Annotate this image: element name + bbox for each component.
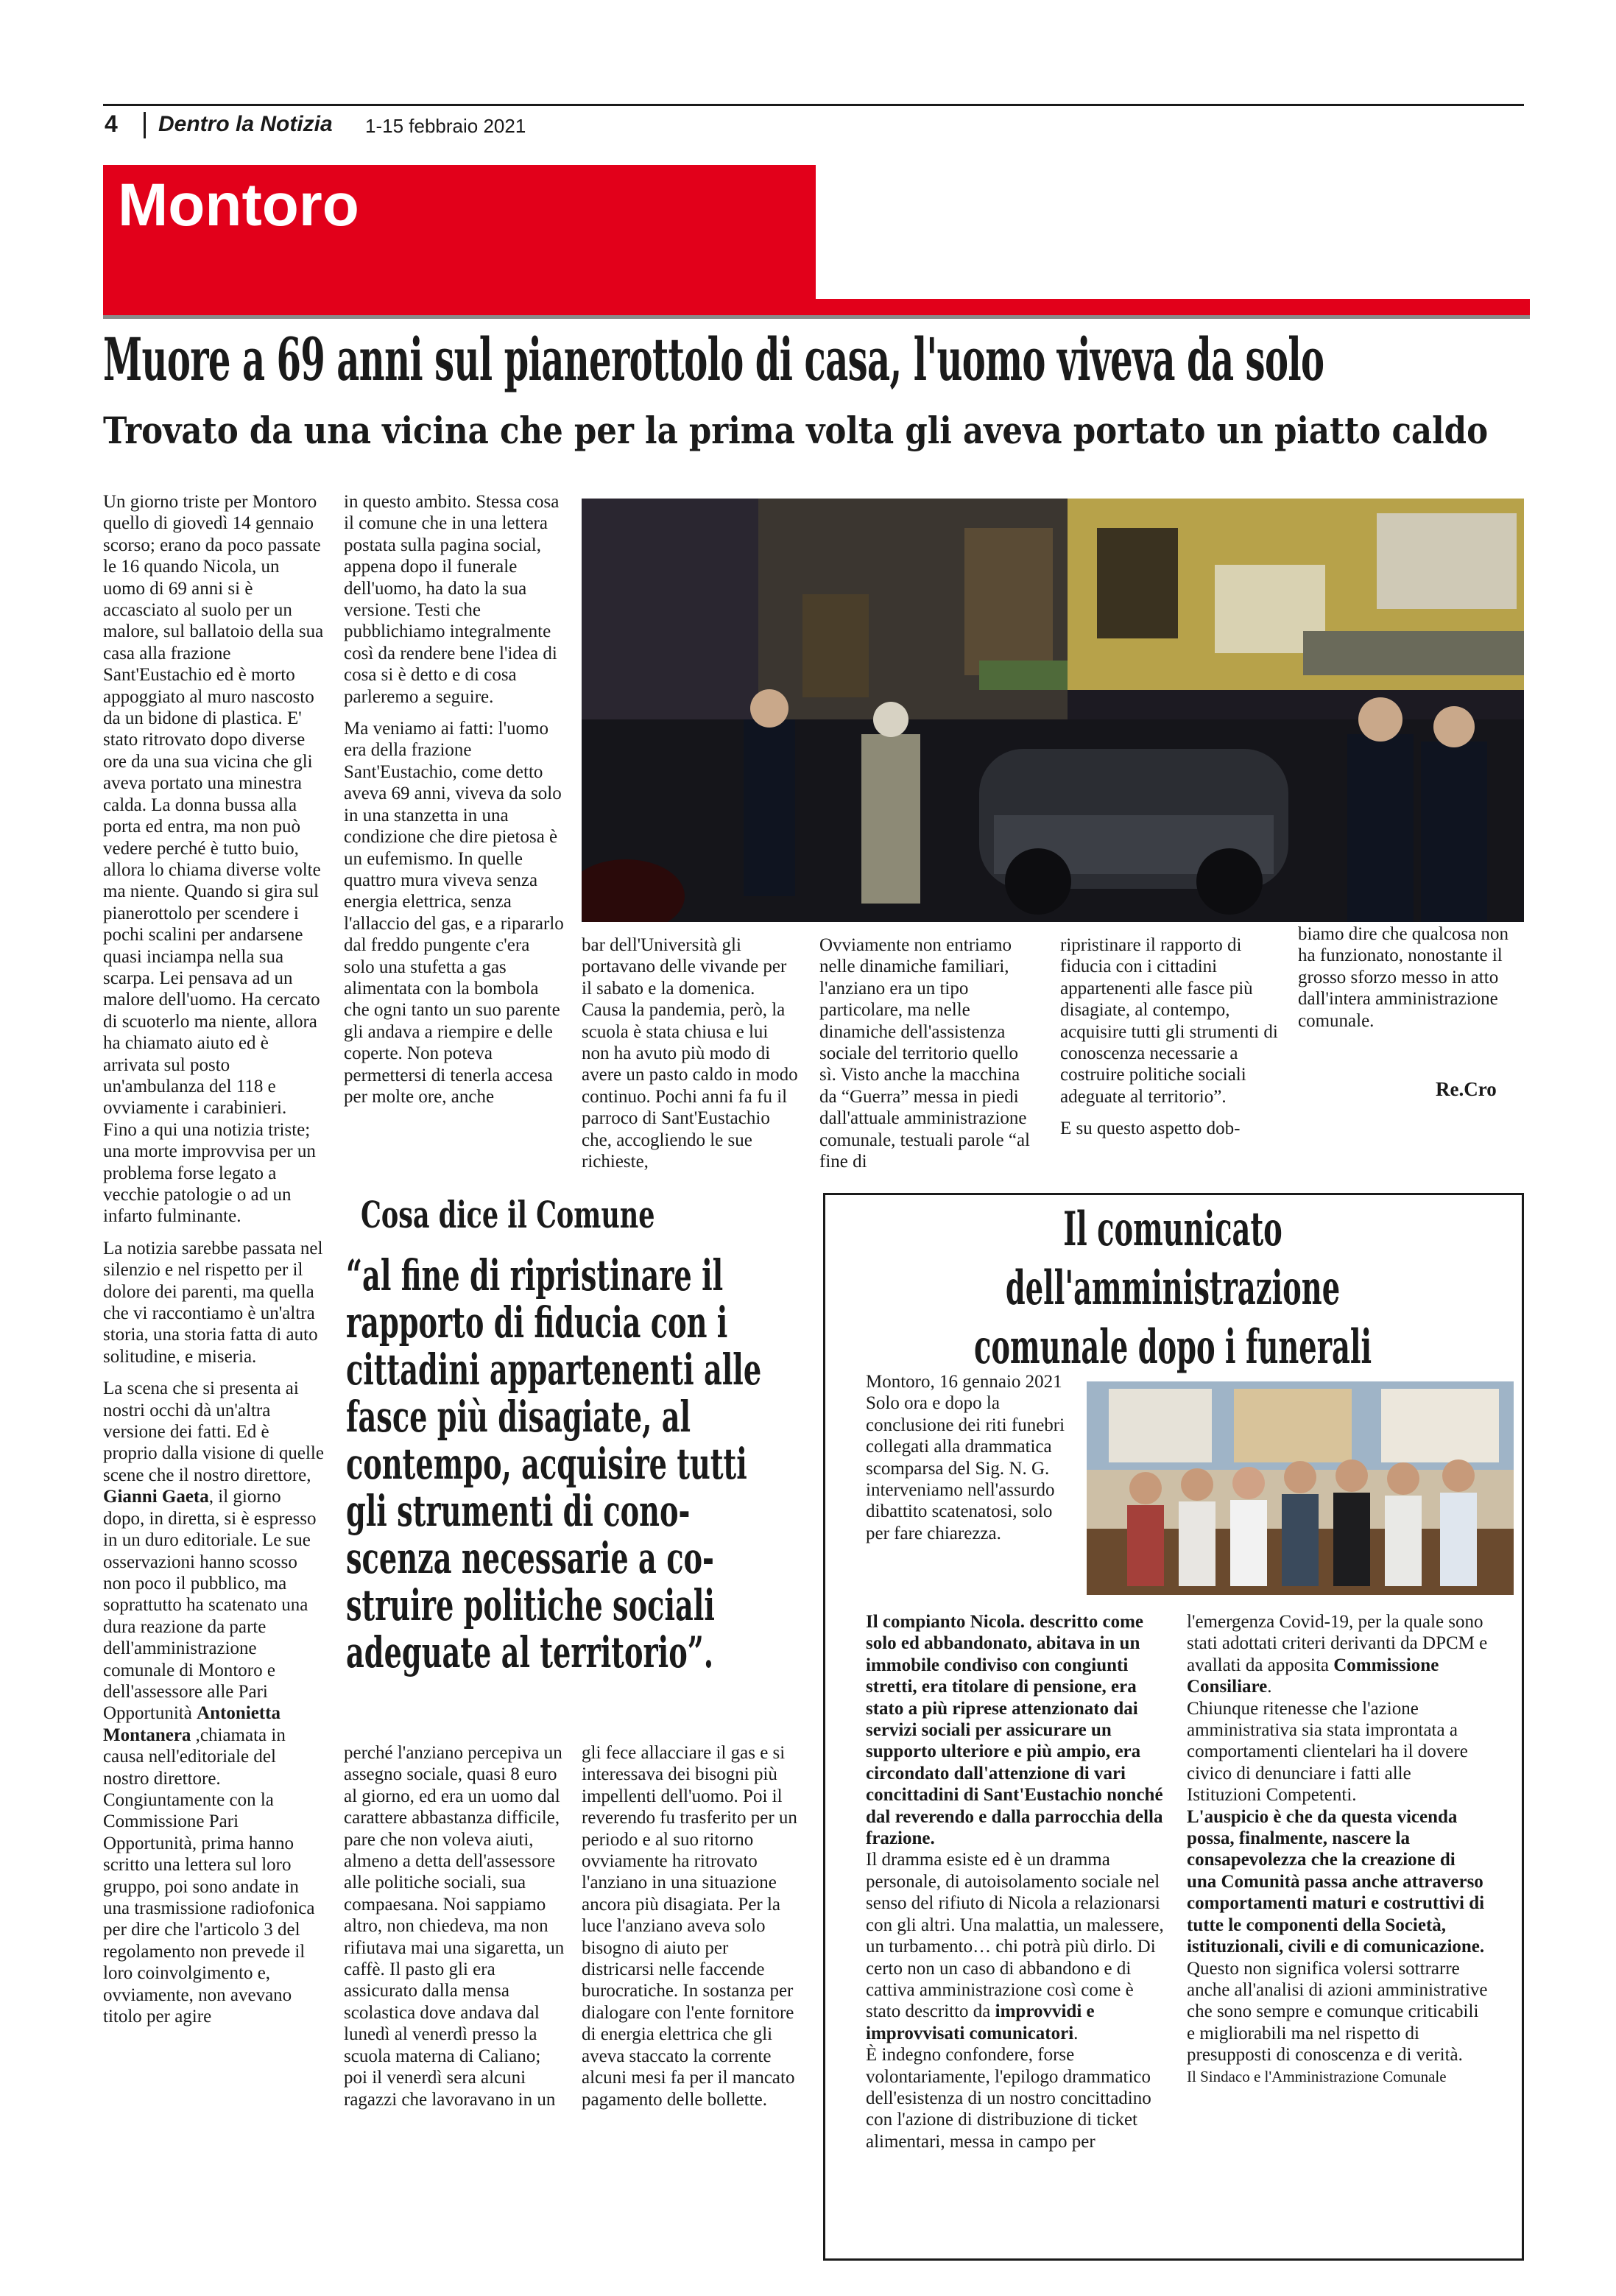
paragraph: Chiunque ritenesse che l'azione amministrativa sia stata improntata a comportamenti clientelari ha il dovere civico di denunciare i fatti alle Istituzioni Competenti. <box>1187 1698 1468 1806</box>
section-rule <box>103 299 1530 315</box>
photo-illustration <box>582 499 1524 922</box>
text-run: La scena che si presenta ai nostri occhi dà un'altra versione dei fatti. Ed è proprio dalla visione di quelle scene che il nostro direttore, <box>103 1378 324 1485</box>
person-name: Antonietta Montanera <box>103 1703 280 1745</box>
subheadline: Trovato da una vicina che per la prima volta gli aveva portato un piatto caldo <box>103 409 1489 452</box>
article-column-2-bottom: perché l'anziano percepiva un assegno sociale, quasi 8 euro al giorno, ed era un uomo dal carattere abbastanza difficile, pare che non voleva aiuti, almeno a detta dell'assessore alle politiche sociali, sua compaesana. Noi sappiamo altro, non chiedeva, ma non rifiutava mai una sigaretta, un caffè. Il pasto gli era assicurato dalla mensa scolastica dove andava dal lunedì al venerdì presso la scuola materna di Caliano; poi il venerdì sera alcuni ragazzi che lavoravano in un <box>344 1743 565 2110</box>
paragraph: La notizia sarebbe passata nel silenzio e nel rispetto per il dolore dei parenti, ma quella che vi raccontiamo è un'altra storia, una storia fatta di auto solitudine, e miseria. <box>103 1238 323 1367</box>
paragraph: È indegno confondere, forse volontariamente, l'epilogo drammatico dell'esistenza di un nostro concittadino con l'azione di distribuzione di ticket alimentari, messa in campo per <box>866 2045 1151 2152</box>
paragraph: l'emergenza Covid-19, per la quale sono stati adottati criteri derivanti da DPCM e avallati da apposita Commissione Consiliare. <box>1187 1612 1488 1697</box>
communique-title-line: comunale dopo i funerali <box>973 1320 1372 1375</box>
bold-text: Commissione Consiliare <box>1187 1655 1439 1697</box>
text-run: l'emergenza Covid-19, per la quale sono stati adottati criteri derivanti da DPCM e avallati da apposita <box>1187 1612 1488 1675</box>
paragraph <box>866 1611 1168 1849</box>
photo-illustration <box>1087 1381 1514 1595</box>
communique-title-line: Il comunicato dell'amministrazione <box>1005 1202 1341 1316</box>
text-run: Il dramma esiste ed è un dramma personale, di autoisolamento sociale nel senso del rifiuto di Nicola a relazionarsi con gli altri. Una malattia, un malessere, un turbamento… chi potrà più dirlo. Di certo non un caso di abbandono e di cattiva amministrazione così come è stato descritto da <box>866 1850 1164 2022</box>
person-name: Gianni Gaeta <box>103 1487 209 1507</box>
quote-line: rapporto di fiducia con i <box>346 1297 728 1348</box>
section-rule-shadow <box>103 315 1530 319</box>
quote-line: scenza necessarie a co- <box>346 1533 714 1583</box>
article-column-5-top <box>1060 934 1281 1150</box>
section-title: Montoro <box>118 172 359 239</box>
dateline: Montoro, 16 gennaio 2021 <box>866 1372 1062 1392</box>
quote-line: fasce più disagiate, al <box>346 1392 691 1442</box>
paragraph: in questo ambito. Stessa cosa il comune che in una lettera postata sulla pagina social, appena dopo il funerale dell'uomo, ha dato la sua versione. Testi che pubblichiamo integralmente così da rendere bene l'idea di cosa si è detto e di cosa parleremo a seguire. <box>344 492 560 707</box>
quote-line: contempo, acquisire tutti <box>346 1439 747 1489</box>
page-number: 4 <box>105 110 118 137</box>
article-column-4-top: Ovviamente non entriamo nelle dinamiche familiari, l'anziano era un tipo particolare, ma nelle dinamiche dell'assistenza sociale del territorio quello sì. Visto anche la macchina da “Guerra” messa in piedi dall'attuale amministrazione comunale, testuali parole “al fine di <box>819 935 1030 1172</box>
headline-text: Muore a 69 anni sul pianerottolo di casa, l'uomo viveva da solo <box>103 325 1324 394</box>
text-run: , il giorno dopo, in diretta, si è espresso in un duro editoriale. Le sue osservazioni hanno scosso non poco il pubblico, ma soprattutto ha scatenato una dura reazione da parte dell'amministrazione comunale di Montoro e dell'assessore alle Pari Opportunità <box>103 1487 317 1724</box>
quote-line: adeguate al territorio”. <box>346 1627 714 1677</box>
header-rule <box>103 104 1524 106</box>
paragraph: Ma veniamo ai fatti: l'uomo era della frazione Sant'Eustachio, come detto aveva 69 anni, viveva da solo in una stanzetta in una condizione che dire pietosa è un eufemismo. In quelle quattro mura viveva senza energia elettrica, senza l'allaccio del gas, e a ripararlo dal freddo pungente c'era solo una stufetta a gas alimentata con la bombola che ogni tanto un suo parente gli andava a riempire e delle coperte. Non poteva permettersi di tenerla accesa per molte ore, anche <box>344 719 564 1107</box>
paragraph: ripristinare il rapporto di fiducia con i cittadini appartenenti alle fasce più disagiate, al contempo, acquisire tutti gli strumenti di conoscenza necessarie a costruire politiche sociali adeguate al territorio”. <box>1060 935 1278 1107</box>
paragraph: Il dramma esiste ed è un dramma personale, di autoisolamento sociale nel senso del rifiuto di Nicola a relazionarsi con gli altri. Una malattia, un malessere, un turbamento… chi potrà più dirlo. Di certo non un caso di abbandono e di cattiva amministrazione così come è stato descritto da improvvidi e improvvisati comunicatori. <box>866 1850 1164 2043</box>
paragraph: Solo ora e dopo la conclusione dei riti funebri collegati alla drammatica scomparsa del Sig. N. G. interveniamo nell'assurdo dibattito scatenatosi, solo per fare chiarezza. <box>866 1393 1065 1543</box>
bold-text: improvvidi e improvvisati comunicatori <box>866 2001 1095 2043</box>
communique-column-2 <box>1187 1611 1489 2088</box>
paragraph <box>103 1378 324 2027</box>
paragraph: E su questo aspetto dob- <box>1060 1119 1241 1139</box>
article-column-6-top: biamo dire che qualcosa non ha funzionato, nonostante il grosso sforzo messo in atto dall'intera amministrazione comunale. <box>1298 924 1509 1031</box>
news-photo-night-scene <box>582 499 1524 922</box>
paragraph: Questo non significa volersi sottrarre anche all'analisi di azioni amministrative che sono sempre e comunque criticabili e migliorabili ma nel rispetto di presupposti di conoscenza e di verità. <box>1187 1958 1488 2066</box>
issue-date: 1-15 febbraio 2021 <box>365 115 526 137</box>
quote-line: struire politiche sociali <box>346 1580 715 1630</box>
byline: Re.Cro <box>1436 1078 1497 1100</box>
article-column-3-top: bar dell'Università gli portavano delle vivande per il sabato e la domenica. Causa la pandemia, però, la scuola è stata chiusa e lui non ha avuto più modo di avere un pasto caldo in modo continuo. Pochi anni fa fu il parroco di Sant'Eustachio che, accogliendo le sue richieste, <box>582 935 798 1172</box>
header-divider <box>144 112 146 138</box>
quote-heading: Cosa dice il Comune <box>361 1193 655 1236</box>
publication-name: Dentro la Notizia <box>158 112 333 136</box>
article-column-3-bottom: gli fece allacciare il gas e si interessava dei bisogni più impellenti dell'uomo. Poi il reverendo fu trasferito per un periodo e al suo ritorno ovviamente ha ritrovato l'anziano in una situazione ancora più disagiata. Per la luce l'anziano aveva solo bisogno di aiuto per districarsi nelle faccende burocratiche. In sostanza per dialogare con l'ente fornitore di energia elettrica che gli aveva staccato la corrente alcuni mesi fa per il mancato pagamento delle bollette. <box>582 1743 797 2110</box>
communique-intro <box>866 1371 1079 1544</box>
article-column-2-top <box>344 491 565 1118</box>
signature: Il Sindaco e l'Amministrazione Comunale <box>1187 2067 1447 2085</box>
communique-column-1 <box>866 1611 1168 2152</box>
headline <box>103 323 1324 396</box>
group-photo <box>1087 1381 1514 1595</box>
bold-text: L'auspicio è che da questa vicenda possa, finalmente, nascere la consapevolezza che la creazione di una Comunità passa anche attraverso comportamenti maturi e costruttivi di tutte le componenti della Società, istituzionali, civili e di comunicazione. <box>1187 1806 1485 1957</box>
bold-text: Il compianto Nicola. descritto come solo ed abbandonato, abitava in un immobile condiviso con congiunti stretti, era titolare di pensione, era stato a più riprese attenzionato dai servizi sociali per assicurare un supporto ulteriore e più ampio, era circondato dall'attenzione di vari concittadini di Sant'Eustachio nonché dal reverendo e dalla parrocchia della frazione. <box>866 1612 1163 1849</box>
article-column-1 <box>103 491 324 2038</box>
text-run: ,chiamata in causa nell'editoriale del nostro direttore. Congiuntamente con la Commissione Pari Opportunità, prima hanno scritto una lettera sul loro gruppo, poi sono andate in una trasmissione radiofonica per dire che l'articolo 3 del regolamento non prevede il loro coinvolgimento e, ovviamente, non avevano titolo per agire <box>103 1725 315 2027</box>
paragraph: Un giorno triste per Montoro quello di giovedì 14 gennaio scorso; erano da poco passate le 16 quando Nicola, un uomo di 69 anni si è accasciato al suolo per un malore, sul ballatoio della sua casa alla frazione Sant'Eustachio ed è morto appoggiato al muro nascosto da un bidone di plastica. E' stato ritrovato dopo diverse ore da una sua vicina che gli aveva portato una minestra calda. La donna bussa alla porta ed entra, ma non può vedere perché è tutto buio, allora lo chiama diverse volte ma niente. Quando si gira sul pianerottolo per scendere i pochi scalini per andarsene quasi inciampa nella sua scarpa. Lei pensava ad un malore dell'uomo. Ha cercato di scuoterlo ma niente, allora ha chiamato aiuto ed è arrivata sul posto un'ambulanza del 118 e ovviamente i carabinieri. Fino a qui una notizia triste; una morte improvvisa per un problema forse legato a vecchie patologie o ad un infarto fulminante. <box>103 492 324 1227</box>
quote-line: cittadini appartenenti alle <box>346 1345 762 1395</box>
quote-line: gli strumenti di cono- <box>346 1486 691 1536</box>
quote-line: “al fine di ripristinare il <box>346 1250 724 1300</box>
pull-quote <box>346 1252 810 1676</box>
paragraph <box>1187 1806 1489 1958</box>
